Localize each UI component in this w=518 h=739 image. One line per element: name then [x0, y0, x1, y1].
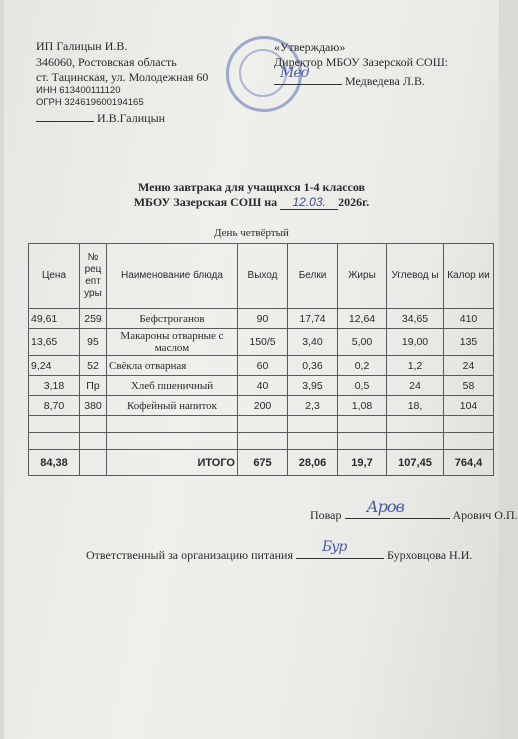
cell-dish: Хлеб пшеничный [107, 376, 238, 396]
menu-table [28, 243, 494, 476]
director-name: Медведева Л.В. [345, 74, 425, 88]
cell-recipe: 380 [80, 396, 107, 416]
director-signature: Мед [274, 71, 342, 85]
cell-dish: Бефстроганов [107, 309, 238, 329]
school-name: МБОУ Зазерская СОШ на [133, 195, 278, 209]
menu-date: 12.03. [280, 195, 338, 210]
total-protein: 28,06 [288, 450, 338, 476]
menu-day: День четвёртый [214, 227, 289, 239]
col-header: Жиры [338, 244, 387, 309]
col-header: Углевод ы [387, 244, 444, 309]
director-title: Директор МБОУ Зазерской СОШ: [274, 55, 449, 69]
responsible-name: Бурховцова Н.И. [387, 548, 473, 562]
cell-yield: 60 [238, 356, 288, 376]
cell-fat: 12,64 [338, 309, 387, 329]
cell-dish: Макароны отварные с маслом [107, 329, 238, 356]
cell-carbs: 24 [387, 376, 444, 396]
cell-price: 9,24 [29, 356, 80, 376]
org-address-2: ст. Тацинская, ул. Молодежная 60 [36, 70, 209, 84]
cell-recipe: 95 [80, 329, 107, 356]
cook-signature-line [310, 497, 518, 523]
org-signatory: И.В.Галицын [97, 111, 166, 125]
signature-blank [36, 108, 94, 122]
org-signature-line [36, 108, 165, 126]
table-header-row [29, 244, 494, 309]
cell-yield: 40 [238, 376, 288, 396]
cell-protein: 3,95 [288, 376, 338, 396]
table-empty-row [29, 416, 494, 433]
cell-carbs: 19,00 [387, 329, 444, 356]
cook-signature: Аров [345, 505, 450, 519]
cook-name: Арович О.П. [452, 508, 518, 522]
cell-yield: 200 [238, 396, 288, 416]
col-header: Калор ии [444, 244, 494, 309]
approve-label: «Утверждаю» [274, 40, 346, 54]
org-ogrn: ОГРН 324619600194165 [36, 97, 144, 108]
cell-calories: 104 [444, 396, 494, 416]
document-page [4, 0, 518, 739]
col-header: Наименование блюда [107, 244, 238, 309]
total-carbs: 107,45 [387, 450, 444, 476]
cell-price: 49,61 [29, 309, 80, 329]
cell-yield: 90 [238, 309, 288, 329]
col-header: Выход [238, 244, 288, 309]
org-name: ИП Галицын И.В. [36, 39, 128, 53]
col-header: Белки [288, 244, 338, 309]
responsible-label: Ответственный за организацию питания [86, 548, 293, 562]
table-total-row [29, 450, 494, 476]
table-row [29, 329, 494, 356]
cell-price: 8,70 [29, 396, 80, 416]
cell-protein: 2,3 [288, 396, 338, 416]
cell-recipe: 259 [80, 309, 107, 329]
cell-carbs: 34,65 [387, 309, 444, 329]
cell-yield: 150/5 [238, 329, 288, 356]
cell-recipe: Пр [80, 376, 107, 396]
cell-dish: Свёкла отварная [107, 356, 238, 376]
total-label: ИТОГО [107, 450, 238, 476]
total-calories: 764,4 [444, 450, 494, 476]
col-header: Цена [29, 244, 80, 309]
cell-carbs: 18, [387, 396, 444, 416]
responsible-signature-line [86, 539, 473, 563]
table-row [29, 309, 494, 329]
responsible-signature: Бур [296, 545, 384, 559]
org-address-1: 346060, Ростовская область [36, 55, 177, 69]
cell-recipe: 52 [80, 356, 107, 376]
col-header: № рец епт уры [80, 244, 107, 309]
cell-calories: 24 [444, 356, 494, 376]
cell-fat: 0,2 [338, 356, 387, 376]
cell-calories: 58 [444, 376, 494, 396]
menu-year: 2026г. [338, 195, 370, 209]
cell-protein: 0,36 [288, 356, 338, 376]
total-fat: 19,7 [338, 450, 387, 476]
menu-title: Меню завтрака для учащихся 1-4 классов [137, 180, 366, 194]
cell-fat: 0,5 [338, 376, 387, 396]
cell-price: 13,65 [29, 329, 80, 356]
cell-price: 3,18 [29, 376, 80, 396]
org-inn: ИНН 613400111120 [36, 85, 121, 96]
cell-protein: 3,40 [288, 329, 338, 356]
cell-fat: 1,08 [338, 396, 387, 416]
menu-subtitle [4, 195, 499, 210]
cell-dish: Кофейный напиток [107, 396, 238, 416]
cell-carbs: 1,2 [387, 356, 444, 376]
total-price: 84,38 [29, 450, 80, 476]
cell-calories: 135 [444, 329, 494, 356]
cook-label: Повар [310, 508, 342, 522]
cell-calories: 410 [444, 309, 494, 329]
director-signature-line [274, 65, 425, 89]
total-recipe [80, 450, 107, 476]
cell-fat: 5,00 [338, 329, 387, 356]
table-row [29, 356, 494, 376]
cell-protein: 17,74 [288, 309, 338, 329]
table-empty-row [29, 433, 494, 450]
table-row [29, 396, 494, 416]
table-row [29, 376, 494, 396]
total-yield: 675 [238, 450, 288, 476]
